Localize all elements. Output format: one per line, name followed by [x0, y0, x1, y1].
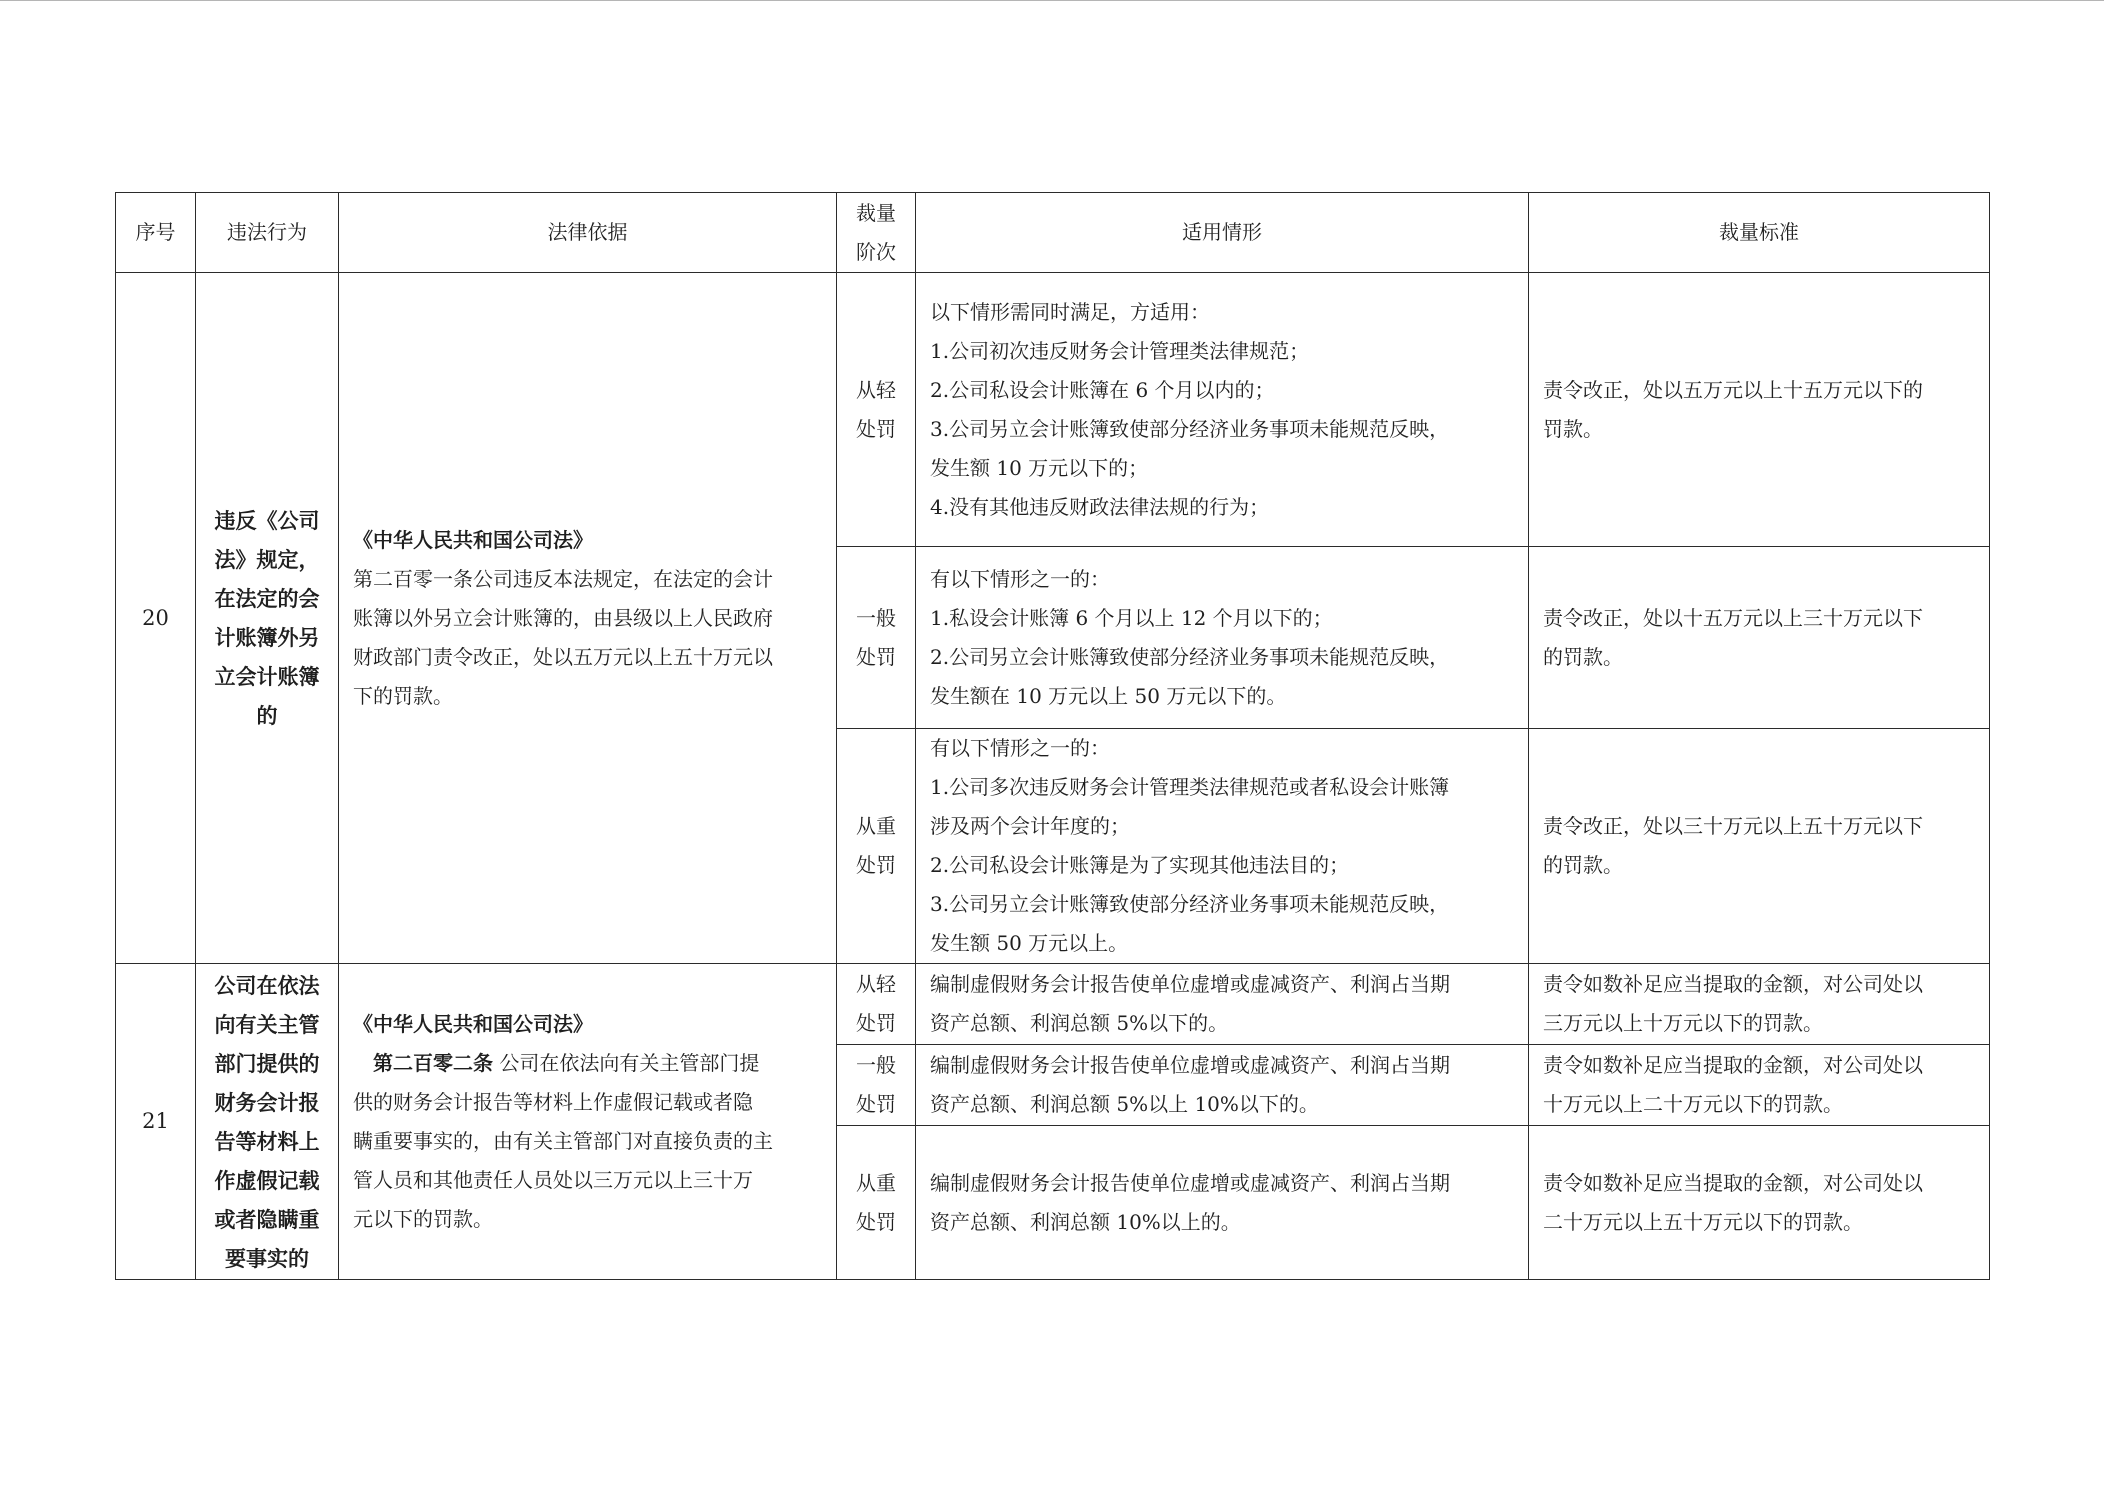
act-line: 立会计账簿	[214, 664, 320, 689]
case-line: 资产总额、利润总额 5%以下的。	[930, 1011, 1229, 1035]
level-line: 处罚	[856, 853, 896, 877]
std-line: 责令改正，处以十五万元以上三十万元以下	[1543, 605, 1923, 630]
case-line: 资产总额、利润总额 5%以上 10%以下的。	[930, 1092, 1319, 1116]
law-title: 《中华人民共和国公司法》	[353, 527, 593, 552]
case-line: 2.公司私设会计账簿在 6 个月以内的；	[930, 377, 1275, 402]
act-line: 向有关主管	[214, 1011, 320, 1037]
law-text-line: 元以下的罚款。	[353, 1206, 493, 1231]
std-line: 责令如数补足应当提取的金额，对公司处以	[1543, 972, 1923, 996]
case-line: 涉及两个会计年度的；	[930, 814, 1130, 838]
case-line: 1.公司初次违反财务会计管理类法律规范；	[930, 338, 1310, 363]
law-text-line: 下的罚款。	[353, 683, 453, 708]
legal-basis	[339, 273, 837, 964]
act-line: 部门提供的	[214, 1050, 320, 1076]
level-line: 处罚	[856, 1092, 896, 1116]
act-line: 告等材料上	[214, 1128, 320, 1154]
case-line: 编制虚假财务会计报告使单位虚增或虚减资产、利润占当期	[930, 1170, 1450, 1195]
header-law: 法律依据	[339, 193, 837, 273]
act-line: 计账簿外另	[214, 625, 320, 650]
level-line: 处罚	[856, 1209, 896, 1234]
case-line: 3.公司另立会计账簿致使部分经济业务事项未能规范反映，	[930, 416, 1450, 441]
level-line: 从重	[856, 814, 896, 838]
act-line: 在法定的会	[214, 586, 320, 611]
law-text-line: 财政部门责令改正，处以五万元以上五十万元以	[353, 644, 773, 669]
case-line: 2.公司另立会计账簿致使部分经济业务事项未能规范反映，	[930, 644, 1450, 669]
act-line: 违反《公司	[214, 508, 320, 533]
discretion-level	[837, 547, 916, 729]
discretion-standard	[1529, 1045, 1990, 1126]
header-case: 适用情形	[916, 193, 1529, 273]
discretion-level	[837, 1045, 916, 1126]
law-text-line: 账簿以外另立会计账簿的，由县级以上人民政府	[353, 605, 773, 630]
case-line: 编制虚假财务会计报告使单位虚增或虚减资产、利润占当期	[930, 972, 1450, 996]
discretion-standard	[1529, 273, 1990, 547]
level-line: 处罚	[856, 1011, 896, 1035]
act-line: 或者隐瞒重	[214, 1206, 320, 1232]
row-number: 20	[116, 273, 196, 964]
case-line: 有以下情形之一的：	[930, 736, 1110, 760]
page-top-border	[0, 0, 2104, 1]
case-line: 4.没有其他违反财政法律法规的行为；	[930, 494, 1270, 519]
case-line: 发生额 50 万元以上。	[930, 931, 1129, 955]
legal-basis	[339, 964, 837, 1280]
act-line: 的	[256, 703, 278, 728]
violation-act	[196, 964, 339, 1280]
case-line: 2.公司私设会计账簿是为了实现其他违法目的；	[930, 853, 1350, 877]
discretion-standard	[1529, 1126, 1990, 1280]
std-line: 责令如数补足应当提取的金额，对公司处以	[1543, 1053, 1923, 1077]
law-text-line: 管人员和其他责任人员处以三万元以上三十万	[353, 1167, 753, 1192]
act-line: 作虚假记载	[214, 1167, 320, 1193]
act-line: 公司在依法	[214, 972, 320, 998]
std-line: 责令改正，处以五万元以上十五万元以下的	[1543, 377, 1923, 402]
violation-act	[196, 273, 339, 964]
header-no: 序号	[116, 193, 196, 273]
std-line: 责令改正，处以三十万元以上五十万元以下	[1543, 814, 1923, 838]
case-line: 1.私设会计账簿 6 个月以上 12 个月以下的；	[930, 605, 1333, 630]
law-text-line: 供的财务会计报告等材料上作虚假记载或者隐	[353, 1089, 753, 1114]
level-line: 从轻	[856, 377, 896, 402]
case-line: 以下情形需同时满足，方适用：	[930, 299, 1210, 324]
header-level-line1: 裁量	[856, 200, 896, 225]
table-row	[116, 273, 1990, 547]
case-line: 资产总额、利润总额 10%以上的。	[930, 1209, 1241, 1234]
case-line: 有以下情形之一的：	[930, 566, 1110, 591]
penalty-discretion-table	[115, 192, 1990, 1280]
discretion-level	[837, 729, 916, 964]
header-row	[116, 193, 1990, 273]
applicable-case	[916, 1126, 1529, 1280]
std-line: 十万元以上二十万元以下的罚款。	[1543, 1092, 1843, 1116]
case-line: 3.公司另立会计账簿致使部分经济业务事项未能规范反映，	[930, 892, 1450, 916]
case-line: 1.公司多次违反财务会计管理类法律规范或者私设会计账簿	[930, 775, 1450, 799]
header-level	[837, 193, 916, 273]
law-text-line: 瞒重要事实的，由有关主管部门对直接负责的主	[353, 1128, 773, 1153]
case-line: 发生额在 10 万元以上 50 万元以下的。	[930, 683, 1287, 708]
law-text-first: 公司在依法向有关主管部门提	[493, 1050, 760, 1075]
discretion-level	[837, 273, 916, 547]
header-std: 裁量标准	[1529, 193, 1990, 273]
level-line: 处罚	[856, 416, 896, 441]
act-line: 法》规定，	[214, 547, 320, 572]
applicable-case	[916, 964, 1529, 1045]
applicable-case	[916, 547, 1529, 729]
level-line: 一般	[856, 605, 896, 630]
std-line: 罚款。	[1543, 416, 1603, 441]
law-text-line	[353, 1044, 824, 1083]
discretion-standard	[1529, 547, 1990, 729]
discretion-level	[837, 1126, 916, 1280]
level-line: 一般	[856, 1053, 896, 1077]
level-line: 从重	[856, 1170, 896, 1195]
law-title: 《中华人民共和国公司法》	[353, 1011, 593, 1036]
applicable-case	[916, 729, 1529, 964]
discretion-level	[837, 964, 916, 1045]
level-line: 从轻	[856, 972, 896, 996]
header-act: 违法行为	[196, 193, 339, 273]
applicable-case	[916, 273, 1529, 547]
act-line: 财务会计报	[214, 1089, 320, 1115]
std-line: 责令如数补足应当提取的金额，对公司处以	[1543, 1170, 1923, 1195]
std-line: 三万元以上十万元以下的罚款。	[1543, 1011, 1823, 1035]
case-line: 编制虚假财务会计报告使单位虚增或虚减资产、利润占当期	[930, 1053, 1450, 1077]
act-line: 要事实的	[225, 1245, 309, 1271]
header-level-line2: 阶次	[856, 239, 896, 264]
level-line: 处罚	[856, 644, 896, 669]
discretion-standard	[1529, 729, 1990, 964]
std-line: 二十万元以上五十万元以下的罚款。	[1543, 1209, 1863, 1234]
case-line: 发生额 10 万元以下的；	[930, 455, 1149, 480]
std-line: 的罚款。	[1543, 644, 1623, 669]
table-row	[116, 964, 1990, 1045]
article-number: 第二百零二条	[373, 1050, 493, 1075]
applicable-case	[916, 1045, 1529, 1126]
discretion-standard	[1529, 964, 1990, 1045]
law-text-line: 第二百零一条公司违反本法规定，在法定的会计	[353, 566, 773, 591]
row-number: 21	[116, 964, 196, 1280]
std-line: 的罚款。	[1543, 853, 1623, 877]
